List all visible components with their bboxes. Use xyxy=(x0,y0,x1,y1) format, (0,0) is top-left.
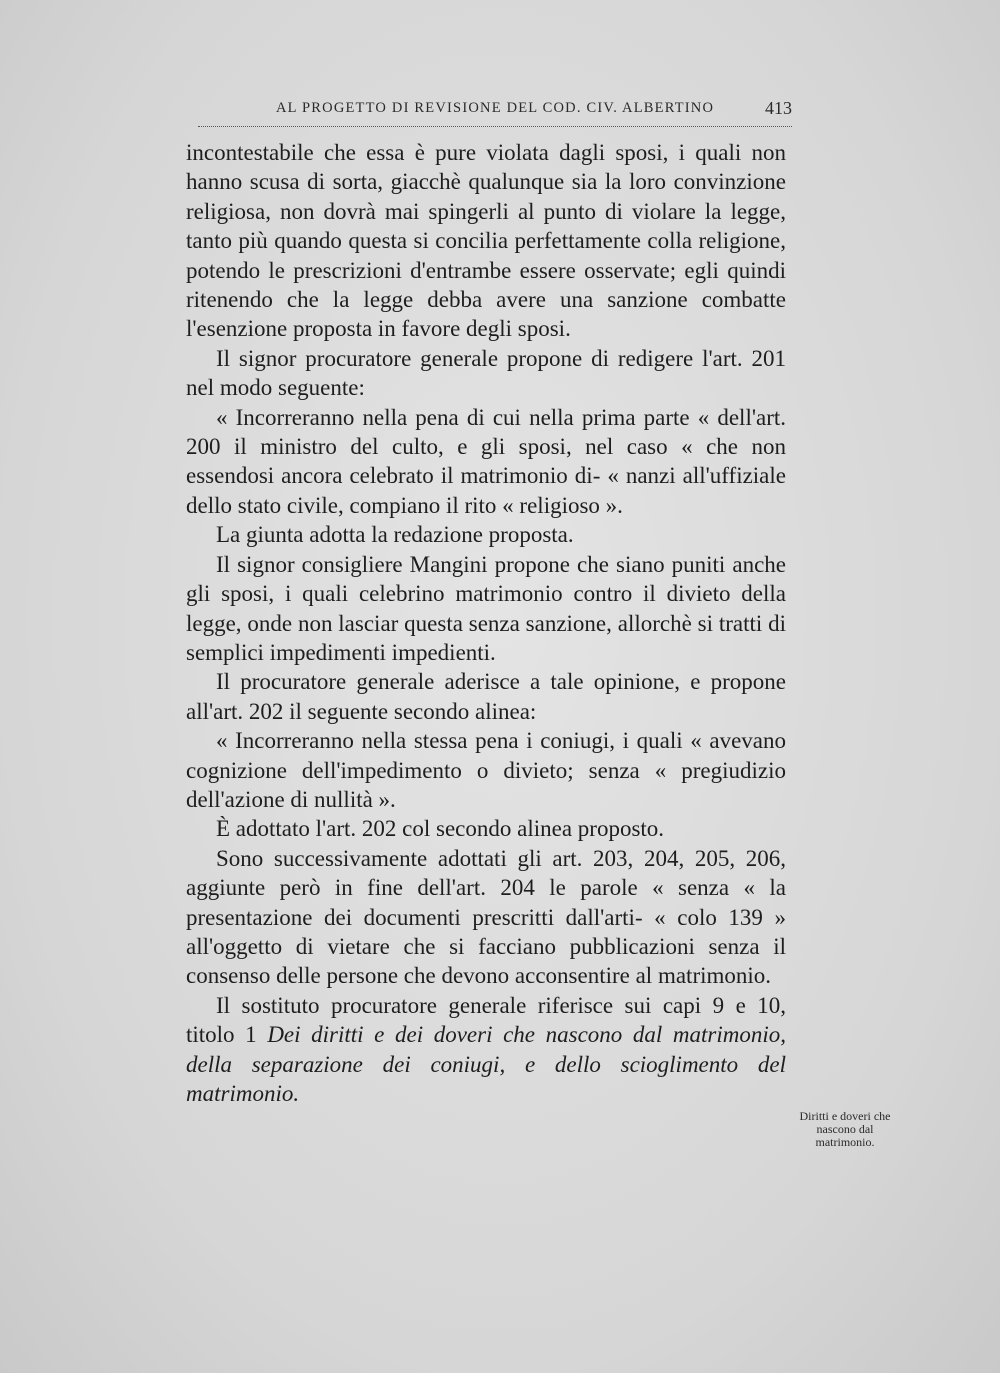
paragraph-8-lead: Il sostituto procuratore generale riferisce sui capi 9 e 10, titolo 1 xyxy=(186,992,786,1048)
running-title: AL PROGETTO DI REVISIONE DEL COD. CIV. ALBERTINO xyxy=(276,100,715,116)
margin-note: Diritti e doveri che nascono dal matrimonio. xyxy=(799,1109,891,1149)
page-number: 413 xyxy=(765,98,792,118)
paragraph-1: incontestabile che essa è pure violata dagli sposi, i quali non hanno scusa di sorta, giacchè qualunque sia la loro convinzione religiosa, non dovrà mai spingerli al punto di violare la legge, tanto più quando questa si concilia perfettamente colla religione, potendo le prescrizioni d'entrambe essere osservate; egli quindi ritenendo che la legge debba avere una sanzione combatte l'esenzione proposta in favore degli sposi. xyxy=(186,140,786,342)
header-rule xyxy=(198,126,792,127)
quote-art-202: « Incorreranno nella stessa pena i coniugi, i quali « avevano cognizione dell'impedimento o divieto; senza « pregiudizio dell'azione di nullità ». xyxy=(186,728,786,812)
paragraph-8-italic-title: Dei diritti e dei doveri che nascono dal matrimonio, della separazione dei coniugi, e dello scioglimento del matrimonio. xyxy=(186,1022,787,1106)
paragraph-4: Il signor consigliere Mangini propone che siano puniti anche gli sposi, i quali celebrino matrimonio contro il divieto della legge, onde non lasciar questa senza sanzione, allorchè si tratti di semplici impedimenti impedienti. xyxy=(186,551,786,665)
paragraph-5: Il procuratore generale aderisce a tale opinione, e propone all'art. 202 il seguente secondo alinea: xyxy=(186,669,786,724)
quote-art-201: « Incorreranno nella pena di cui nella prima parte « dell'art. 200 il ministro del culto, e gli sposi, nel caso « che non essendosi ancora celebrato il matrimonio di- « nanzi all'uffiziale dello stato civile, compiano il rito « religioso ». xyxy=(186,404,786,518)
paragraph-2: Il signor procuratore generale propone di redigere l'art. 201 nel modo seguente: xyxy=(186,345,786,401)
body-text xyxy=(186,138,786,1108)
paragraph-8 xyxy=(186,991,786,1109)
paragraph-7: Sono successivamente adottati gli art. 203, 204, 205, 206, aggiunte però in fine dell'art. 204 le parole « senza « la presentazione dei documenti prescritti dall'arti- « colo 139 » all'oggetto di vietare che si facciano pubblicazioni senza il consenso delle persone che devono acconsentire al matrimonio. xyxy=(186,845,786,989)
paragraph-3: La giunta adotta la redazione proposta. xyxy=(216,522,574,548)
paragraph-6: È adottato l'art. 202 col secondo alinea proposto. xyxy=(216,816,665,842)
